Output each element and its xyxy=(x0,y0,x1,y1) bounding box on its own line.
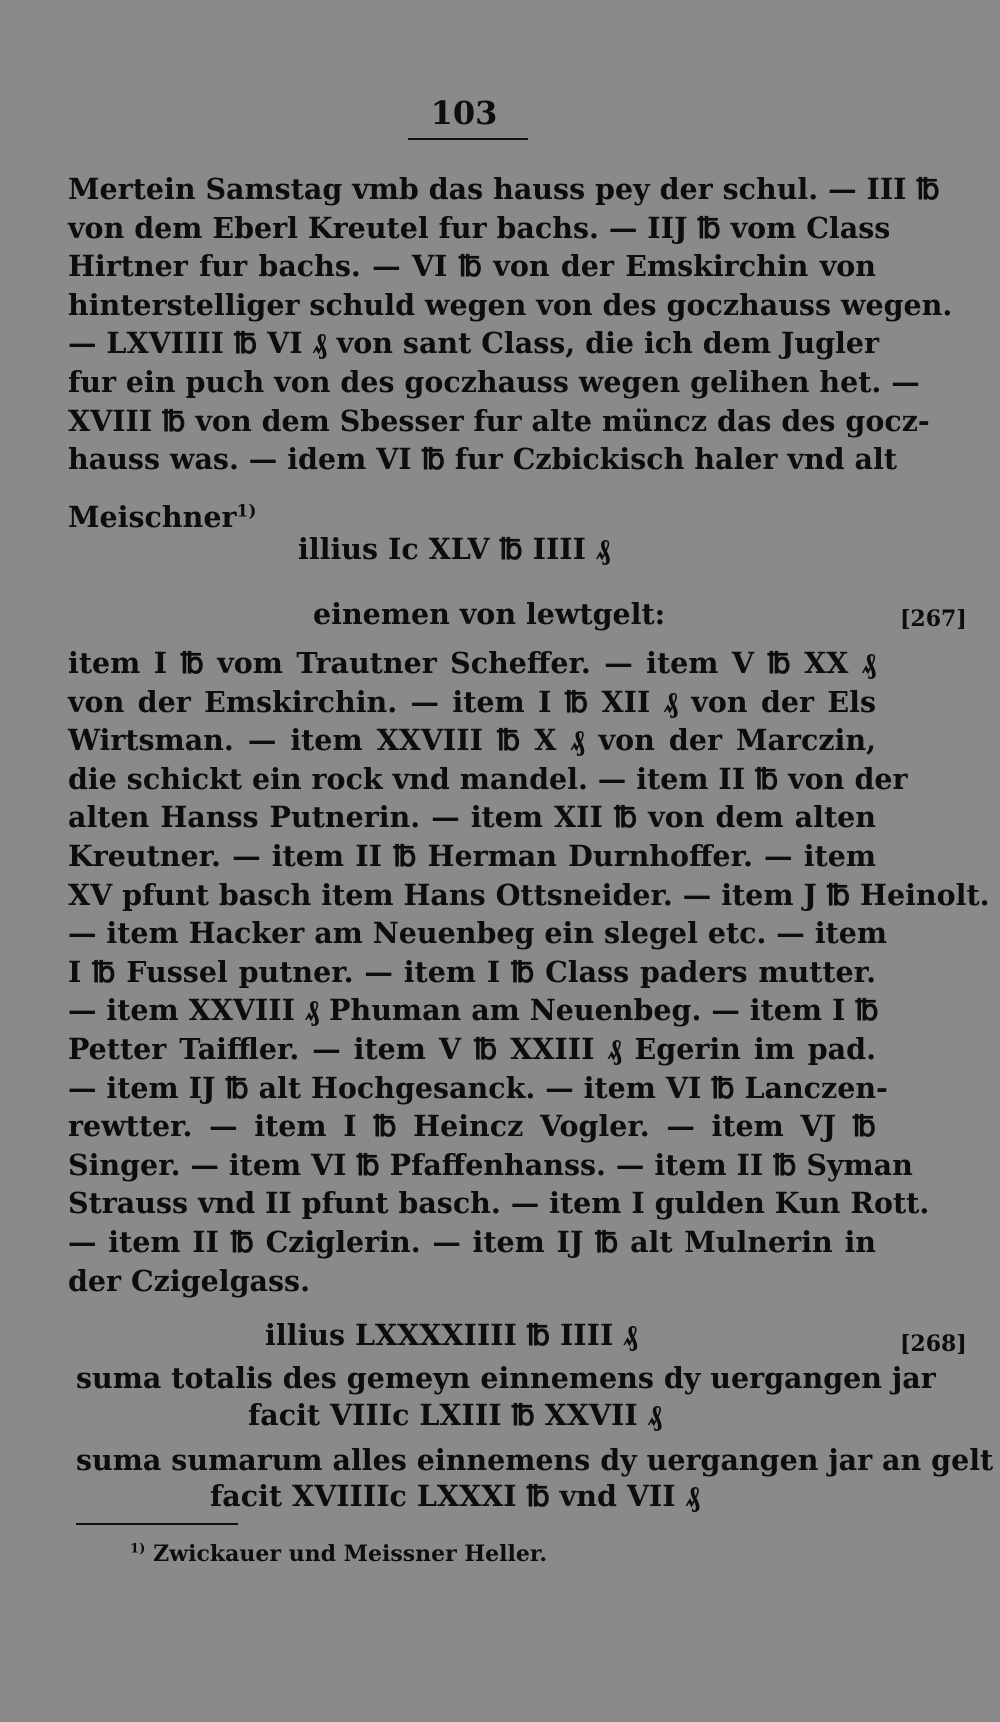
page-number: 103 xyxy=(430,94,498,132)
text-line: Petter Taiffler. — item V ℔ XXIII ₰ Egerin im pad. xyxy=(68,1031,876,1066)
text-line: item I ℔ vom Trautner Scheffer. — item V ℔ XX ₰ xyxy=(68,646,876,680)
text-line: Kreutner. — item II ℔ Herman Durnhoffer. — item xyxy=(68,838,876,873)
footnote xyxy=(130,1541,547,1567)
text-line: die schickt ein rock vnd mandel. — item II ℔ von der xyxy=(68,761,908,796)
paragraph-lewtgelt-items xyxy=(68,644,990,1300)
subtotal-line-1: illius Ic XLV ℔ IIII ₰ xyxy=(298,532,611,566)
text-line: von der Emskirchin. — item I ℔ XII ₰ von der Els xyxy=(68,684,876,719)
footnote-text: Zwickauer und Meissner Heller. xyxy=(153,1541,548,1567)
text-line: — item IJ ℔ alt Hochgesanck. — item VI ℔ Lanczen- xyxy=(68,1070,888,1105)
suma-sumarum-line-2: facit XVIIIIc LXXXI ℔ vnd VII ₰ xyxy=(210,1479,700,1513)
margin-note-267: [267] xyxy=(900,606,967,632)
text-line: hauss was. — idem VI ℔ fur Czbickisch haler vnd alt xyxy=(68,442,897,477)
text-line: alten Hanss Putnerin. — item XII ℔ von dem alten xyxy=(68,800,876,835)
text-line: Strauss vnd II pfunt basch. — item I gulden Kun Rott. xyxy=(68,1186,930,1221)
suma-totalis-line-2: facit VIIIc LXIII ℔ XXVII ₰ xyxy=(248,1398,662,1432)
text-line: Hirtner fur bachs. — VI ℔ von der Emskirchin von xyxy=(68,249,876,284)
text-line: fur ein puch von des goczhauss wegen gelihen het. — xyxy=(68,364,920,399)
text-line: von dem Eberl Kreutel fur bachs. — IIJ ℔ vom Class xyxy=(68,210,891,245)
subtotal-line-2: illius LXXXXIIII ℔ IIII ₰ xyxy=(265,1318,638,1352)
footnote-mark: 1) xyxy=(130,1541,146,1557)
text-line: — item II ℔ Cziglerin. — item IJ ℔ alt Mulnerin in xyxy=(68,1224,876,1259)
text-line: Singer. — item VI ℔ Pfaffenhanss. — item II ℔ Syman xyxy=(68,1147,913,1182)
text-line: XVIII ℔ von dem Sbesser fur alte müncz das des gocz- xyxy=(68,403,930,438)
section-heading: einemen von lewtgelt: xyxy=(313,597,666,631)
text-line: der Czigelgass. xyxy=(68,1263,310,1298)
footnote-separator xyxy=(76,1523,238,1525)
footnote-reference: 1) xyxy=(236,501,257,522)
text-line: Mertein Samstag vmb das hauss pey der schul. — III ℔ xyxy=(68,172,940,206)
page-number-underline xyxy=(408,138,528,140)
text-line: hinterstelliger schuld wegen von des goczhauss wegen. xyxy=(68,287,953,322)
suma-totalis-line-1: suma totalis des gemeyn einnemens dy uergangen jar xyxy=(76,1361,936,1395)
margin-note-268: [268] xyxy=(900,1331,967,1357)
text-line: — item XXVIII ₰ Phuman am Neuenbeg. — item I ℔ xyxy=(68,993,879,1028)
meischner-word: Meischner xyxy=(68,500,237,534)
meischner-line xyxy=(68,500,256,534)
text-line: rewtter. — item I ℔ Heincz Vogler. — item VJ ℔ xyxy=(68,1109,876,1144)
text-line: — LXVIIII ℔ VI ₰ von sant Class, die ich dem Jugler xyxy=(68,326,880,361)
text-line: Wirtsman. — item XXVIII ℔ X ₰ von der Marczin, xyxy=(68,723,876,758)
suma-sumarum-line-1: suma sumarum alles einnemens dy uergangen jar an gelt xyxy=(76,1443,994,1477)
text-line: XV pfunt basch item Hans Ottsneider. — item J ℔ Heinolt. xyxy=(68,877,990,912)
text-line: — item Hacker am Neuenbeg ein slegel etc. — item xyxy=(68,916,888,951)
paragraph-income-items xyxy=(68,170,953,479)
text-line: I ℔ Fussel putner. — item I ℔ Class paders mutter. xyxy=(68,954,876,989)
